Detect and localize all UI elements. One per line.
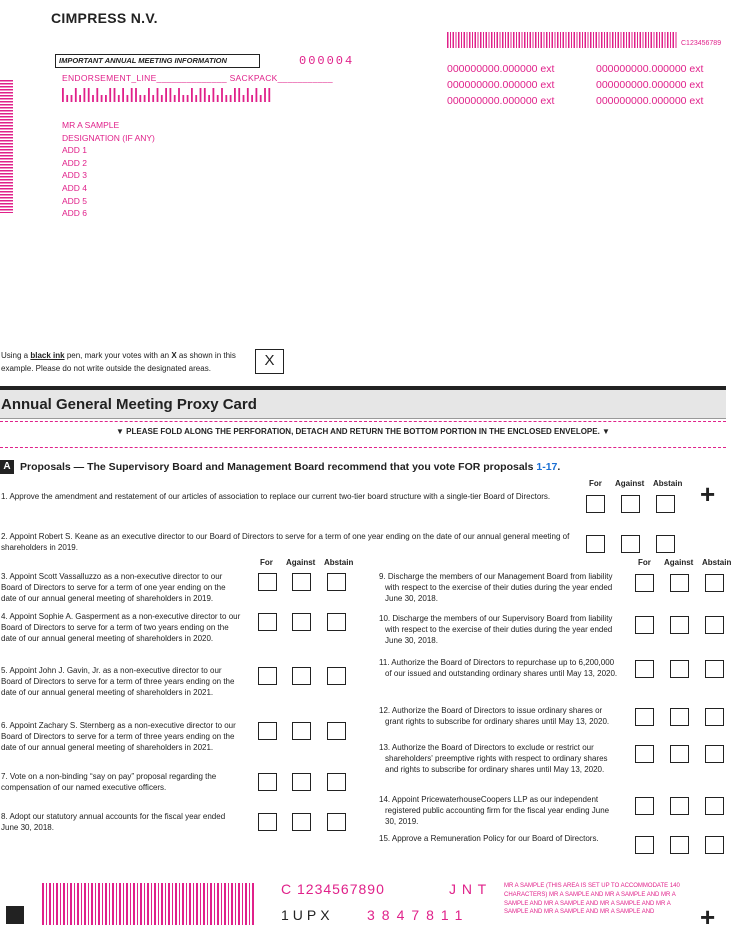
checkbox-for-proposal-8[interactable] <box>258 813 277 831</box>
checkbox-against-proposal-13[interactable] <box>670 745 689 763</box>
mailing-address <box>62 119 155 220</box>
upx-code: 1UPX <box>281 907 334 923</box>
holder-name-area: MR A SAMPLE (THIS AREA IS SET UP TO ACCOMMODATE 140 CHARACTERS) MR A SAMPLE AND MR A SAMPLE AND MR A SAMPLE AND MR A SAMPLE AND MR A SAMPLE AND MR A SAMPLE AND MR A SAMPLE AND MR A SAMPLE AND <box>504 883 680 916</box>
checkbox-for-proposal-2[interactable] <box>586 535 605 553</box>
meeting-info-box: IMPORTANT ANNUAL MEETING INFORMATION <box>55 54 260 68</box>
vote-header-against: Against <box>664 558 694 567</box>
checkbox-against-proposal-15[interactable] <box>670 836 689 854</box>
checkbox-against-proposal-6[interactable] <box>292 722 311 740</box>
section-label: A <box>0 460 14 474</box>
proposal-text: 10. Discharge the members of our Supervisory Board from liability with respect to the exercise of their duties during the year ended June 30, 2018. <box>379 614 613 645</box>
ext-row: 000000000.000000 ext 000000000.000000 ext <box>447 95 704 107</box>
checkbox-for-proposal-5[interactable] <box>258 667 277 685</box>
control-code: C 1234567890 <box>281 881 385 897</box>
company-name: CIMPRESS N.V. <box>51 10 158 26</box>
checkbox-against-proposal-1[interactable] <box>621 495 640 513</box>
proposal-text: 6. Appoint Zachary S. Sternberg as a non-executive director to our Board of Directors to serve for a term of three years ending on the date of our annual general meeting of shareholders in 2021. <box>1 721 236 752</box>
section-title: Proposals — The Supervisory Board and Management Board recommend that you vote FOR proposals 1-17. <box>20 461 561 473</box>
checkbox-for-proposal-6[interactable] <box>258 722 277 740</box>
checkbox-for-proposal-14[interactable] <box>635 797 654 815</box>
address-line: ADD 5 <box>62 195 88 206</box>
postnet-barcode <box>62 88 274 102</box>
vote-header-for: For <box>638 558 651 567</box>
checkbox-against-proposal-12[interactable] <box>670 708 689 726</box>
ext-row: 000000000.000000 ext 000000000.000000 ext <box>447 63 704 75</box>
checkbox-abstain-proposal-13[interactable] <box>705 745 724 763</box>
vote-header-abstain: Abstain <box>653 479 683 488</box>
checkbox-abstain-proposal-6[interactable] <box>327 722 346 740</box>
proposal-text: 2. Appoint Robert S. Keane as an executive director to our Board of Directors to serve for a term of one year ending on the date of our annual general meeting of shareholders in 2019. <box>1 532 570 552</box>
checkbox-against-proposal-4[interactable] <box>292 613 311 631</box>
checkbox-against-proposal-11[interactable] <box>670 660 689 678</box>
checkbox-against-proposal-3[interactable] <box>292 573 311 591</box>
checkbox-abstain-proposal-5[interactable] <box>327 667 346 685</box>
address-line: ADD 2 <box>62 157 88 168</box>
vote-header-abstain: Abstain <box>702 558 732 567</box>
checkbox-abstain-proposal-10[interactable] <box>705 616 724 634</box>
checkbox-abstain-proposal-1[interactable] <box>656 495 675 513</box>
proposal-text: 8. Adopt our statutory annual accounts for the fiscal year ended June 30, 2018. <box>1 812 226 832</box>
checkbox-for-proposal-10[interactable] <box>635 616 654 634</box>
address-line: ADD 6 <box>62 208 88 219</box>
proposal-text: 9. Discharge the members of our Management Board from liability with respect to the exercise of their duties during the year ended June 30, 2018. <box>379 572 613 603</box>
proposal-text: 7. Vote on a non-binding “say on pay” proposal regarding the compensation of our named executive officers. <box>1 772 217 792</box>
checkbox-abstain-proposal-4[interactable] <box>327 613 346 631</box>
example-mark-box: X <box>255 349 284 374</box>
checkbox-for-proposal-13[interactable] <box>635 745 654 763</box>
checkbox-for-proposal-7[interactable] <box>258 773 277 791</box>
bottom-barcode <box>42 883 254 925</box>
vote-header-against: Against <box>615 479 645 488</box>
address-line: ADD 4 <box>62 182 88 193</box>
proposal-text: 15. Approve a Remuneration Policy for our Board of Directors. <box>379 834 599 843</box>
vote-header-against: Against <box>286 558 316 567</box>
registration-square <box>6 906 24 924</box>
checkbox-abstain-proposal-14[interactable] <box>705 797 724 815</box>
address-line: DESIGNATION (IF ANY) <box>62 132 155 143</box>
address-line: ADD 1 <box>62 145 88 156</box>
checkbox-abstain-proposal-3[interactable] <box>327 573 346 591</box>
checkbox-abstain-proposal-7[interactable] <box>327 773 346 791</box>
ext-row: 000000000.000000 ext 000000000.000000 ext <box>447 79 704 91</box>
top-barcode <box>447 32 677 48</box>
checkbox-abstain-proposal-9[interactable] <box>705 574 724 592</box>
checkbox-against-proposal-14[interactable] <box>670 797 689 815</box>
perforation-line <box>0 447 726 448</box>
checkbox-abstain-proposal-8[interactable] <box>327 813 346 831</box>
proposal-text: 11. Authorize the Board of Directors to repurchase up to 6,200,000 of our issued and outstanding ordinary shares until May 13, 2020. <box>379 658 618 678</box>
proposal-text: 14. Appoint PricewaterhouseCoopers LLP as our independent registered public accounting firm for the fiscal year ending June 30, 2019. <box>379 795 610 826</box>
checkbox-for-proposal-9[interactable] <box>635 574 654 592</box>
serial-digits: 3847811 <box>367 907 470 923</box>
proposal-text: 13. Authorize the Board of Directors to exclude or restrict our shareholders' preemptive rights with respect to ordinary shares and rights to subscribe for ordinary shares until May 13, 2020. <box>379 743 608 774</box>
top-code: C123456789 <box>681 40 722 47</box>
address-line: MR A SAMPLE <box>62 120 120 130</box>
checkbox-for-proposal-1[interactable] <box>586 495 605 513</box>
vote-header-for: For <box>589 479 602 488</box>
checkbox-for-proposal-3[interactable] <box>258 573 277 591</box>
endorsement-line: ENDORSEMENT_LINE______________ SACKPACK___________ <box>62 73 333 83</box>
registration-mark: + <box>700 479 716 509</box>
perforation-line <box>0 421 726 422</box>
checkbox-abstain-proposal-2[interactable] <box>656 535 675 553</box>
card-title: Annual General Meeting Proxy Card <box>0 390 726 419</box>
address-line: ADD 3 <box>62 170 88 181</box>
checkbox-abstain-proposal-12[interactable] <box>705 708 724 726</box>
checkbox-against-proposal-2[interactable] <box>621 535 640 553</box>
proposal-text: 3. Appoint Scott Vassalluzzo as a non-executive director to our Board of Directors to serve for a term of one year ending on the date of our annual general meeting of shareholders in 2019. <box>1 572 226 603</box>
initials: J N T <box>449 881 488 897</box>
checkbox-abstain-proposal-11[interactable] <box>705 660 724 678</box>
proposal-text: 12. Authorize the Board of Directors to issue ordinary shares or grant rights to subscribe for ordinary shares until May 13, 2020. <box>379 706 610 726</box>
proposal-text: 4. Appoint Sophie A. Gasperment as a non-executive director to our Board of Directors to serve for a term of two years ending on the date of our annual general meeting of shareholders in 2020. <box>1 612 241 643</box>
proposal-text: 5. Appoint John J. Gavin, Jr. as a non-executive director to our Board of Directors to serve for a term of three years ending on the date of our annual general meeting of shareholders in 2021. <box>1 666 235 697</box>
vote-header-abstain: Abstain <box>324 558 354 567</box>
checkbox-against-proposal-9[interactable] <box>670 574 689 592</box>
marking-instructions: Using a black ink pen, mark your votes with an X as shown in this example. Please do not write outside the designated areas. <box>1 351 236 373</box>
registration-mark: + <box>700 902 716 932</box>
ext-number-grid <box>447 61 727 109</box>
sequence-number: 000004 <box>299 54 355 68</box>
checkbox-against-proposal-8[interactable] <box>292 813 311 831</box>
checkbox-for-proposal-11[interactable] <box>635 660 654 678</box>
vote-header-for: For <box>260 558 273 567</box>
checkbox-for-proposal-12[interactable] <box>635 708 654 726</box>
checkbox-against-proposal-10[interactable] <box>670 616 689 634</box>
checkbox-for-proposal-4[interactable] <box>258 613 277 631</box>
fold-notice: ▼ PLEASE FOLD ALONG THE PERFORATION, DETACH AND RETURN THE BOTTOM PORTION IN THE ENCLOSED ENVELOPE. ▼ <box>116 427 610 436</box>
checkbox-against-proposal-5[interactable] <box>292 667 311 685</box>
checkbox-against-proposal-7[interactable] <box>292 773 311 791</box>
checkbox-for-proposal-15[interactable] <box>635 836 654 854</box>
checkbox-abstain-proposal-15[interactable] <box>705 836 724 854</box>
proposal-text: 1. Approve the amendment and restatement of our articles of association to replace our current two-tier board structure with a single-tier Board of Directors. <box>1 492 551 501</box>
side-barcode <box>0 80 13 213</box>
